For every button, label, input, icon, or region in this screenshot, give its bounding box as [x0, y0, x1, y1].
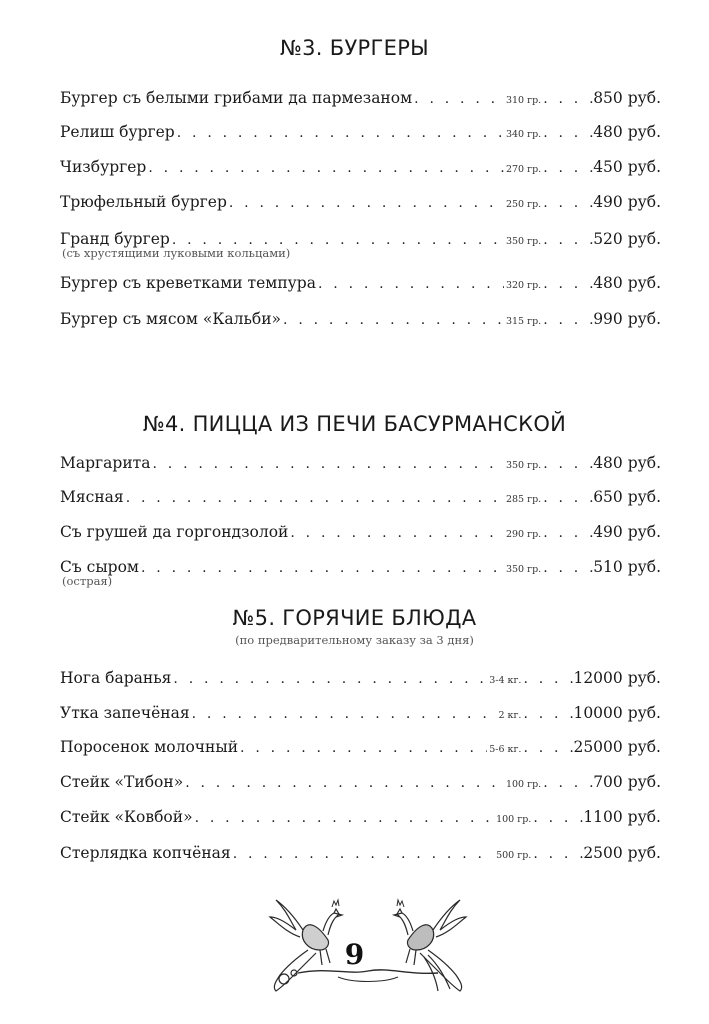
leader-dots — [177, 122, 504, 144]
leader-dots — [173, 668, 487, 690]
item-name: Бургер съ белыми грибами да пармезаном — [60, 89, 413, 107]
menu-item — [60, 272, 661, 294]
item-price: 520 руб. — [593, 230, 661, 248]
item-weight: 100 гр. — [496, 814, 532, 825]
menu-item — [60, 771, 661, 793]
leader-dots — [283, 309, 504, 331]
leader-dots — [543, 192, 593, 214]
item-weight: 500 гр. — [496, 850, 532, 861]
leader-dots — [195, 807, 495, 829]
item-name: Гранд бургер — [60, 230, 170, 248]
item-weight: 100 гр. — [505, 779, 542, 790]
item-weight: 285 гр. — [505, 494, 542, 505]
item-price: 12000 руб. — [573, 669, 661, 687]
item-weight: 270 гр. — [505, 164, 542, 175]
leader-dots — [233, 843, 494, 865]
menu-item — [60, 191, 661, 213]
item-weight: 340 гр. — [505, 129, 542, 140]
item-name: Бургер съ мясом «Кальби» — [60, 310, 282, 328]
leader-dots — [229, 192, 504, 214]
menu-item — [60, 308, 661, 330]
item-price: 480 руб. — [593, 454, 661, 472]
item-weight: 315 гр. — [505, 316, 542, 327]
item-weight: 350 гр. — [505, 460, 542, 471]
item-weight: 5-6 кг. — [489, 744, 522, 755]
leader-dots — [543, 522, 593, 544]
item-price: 510 руб. — [593, 558, 661, 576]
item-price: 10000 руб. — [573, 704, 661, 722]
menu-item — [60, 842, 661, 864]
item-name: Чизбургер — [60, 158, 147, 176]
item-price: 480 руб. — [593, 274, 661, 292]
menu-item — [60, 156, 661, 178]
leader-dots — [290, 522, 504, 544]
item-name: Релиш бургер — [60, 123, 175, 141]
section-title-pizza: №4. ПИЦЦА ИЗ ПЕЧИ БАСУРМАНСКОЙ — [142, 412, 567, 436]
item-weight: 310 гр. — [505, 95, 542, 106]
page-number: 9 — [344, 938, 365, 971]
leader-dots — [543, 88, 593, 110]
section-title-hot-dishes: №5. ГОРЯЧИЕ БЛЮДА — [232, 606, 477, 630]
menu-item — [60, 806, 661, 828]
item-name: Утка запечёная — [60, 704, 190, 722]
item-price: 850 руб. — [593, 89, 661, 107]
section-note: (по предварительному заказу за 3 дня) — [235, 633, 474, 647]
item-name: Маргарита — [60, 454, 151, 472]
item-price: 450 руб. — [593, 158, 661, 176]
leader-dots — [543, 273, 593, 295]
leader-dots — [192, 703, 497, 725]
leader-dots — [543, 487, 593, 509]
item-price: 490 руб. — [593, 523, 661, 541]
item-weight: 250 гр. — [505, 199, 542, 210]
item-name: Мясная — [60, 488, 124, 506]
item-name: Стерлядка копчёная — [60, 844, 231, 862]
item-price: 700 руб. — [593, 773, 661, 791]
item-price: 2500 руб. — [583, 844, 661, 862]
leader-dots — [543, 309, 593, 331]
leader-dots — [148, 157, 504, 179]
leader-dots — [414, 88, 504, 110]
item-name: Бургер съ креветками темпура — [60, 274, 316, 292]
item-price: 990 руб. — [593, 310, 661, 328]
leader-dots — [543, 453, 593, 475]
leader-dots — [318, 273, 504, 295]
leader-dots — [543, 122, 593, 144]
menu-item — [60, 702, 661, 724]
menu-item — [60, 667, 661, 689]
item-name: Стейк «Ковбой» — [60, 808, 193, 826]
leader-dots — [543, 557, 593, 579]
leader-dots — [185, 772, 504, 794]
item-name: Поросенок молочный — [60, 738, 239, 756]
item-price: 25000 руб. — [573, 738, 661, 756]
item-price: 650 руб. — [593, 488, 661, 506]
leader-dots — [152, 453, 503, 475]
item-note: (съ хрустящими луковыми кольцами) — [62, 246, 291, 260]
menu-item — [60, 521, 661, 543]
leader-dots — [523, 703, 573, 725]
item-price: 490 руб. — [593, 193, 661, 211]
menu-item — [60, 736, 661, 758]
leader-dots — [543, 157, 593, 179]
leader-dots — [543, 229, 593, 251]
item-weight: 2 кг. — [498, 710, 522, 721]
item-weight: 350 гр. — [505, 236, 542, 247]
leader-dots — [523, 737, 573, 759]
leader-dots — [126, 487, 504, 509]
menu-item — [60, 556, 661, 578]
leader-dots — [240, 737, 487, 759]
leader-dots — [141, 557, 504, 579]
leader-dots — [523, 668, 573, 690]
item-name: Нога баранья — [60, 669, 172, 687]
leader-dots — [543, 772, 593, 794]
menu-item — [60, 452, 661, 474]
item-weight: 290 гр. — [505, 529, 542, 540]
item-name: Съ грушей да горгондзолой — [60, 523, 289, 541]
menu-item — [60, 121, 661, 143]
menu-item — [60, 87, 661, 109]
item-name: Трюфельный бургер — [60, 193, 227, 211]
item-weight: 3-4 кг. — [489, 675, 522, 686]
leader-dots — [533, 843, 583, 865]
item-price: 1100 руб. — [583, 808, 661, 826]
item-weight: 350 гр. — [505, 564, 542, 575]
menu-item — [60, 486, 661, 508]
item-price: 480 руб. — [593, 123, 661, 141]
section-title-burgers: №3. БУРГЕРЫ — [280, 36, 429, 60]
item-weight: 320 гр. — [505, 280, 542, 291]
item-name: Съ сыром — [60, 558, 139, 576]
item-note: (острая) — [62, 574, 113, 588]
leader-dots — [533, 807, 583, 829]
item-name: Стейк «Тибон» — [60, 773, 184, 791]
